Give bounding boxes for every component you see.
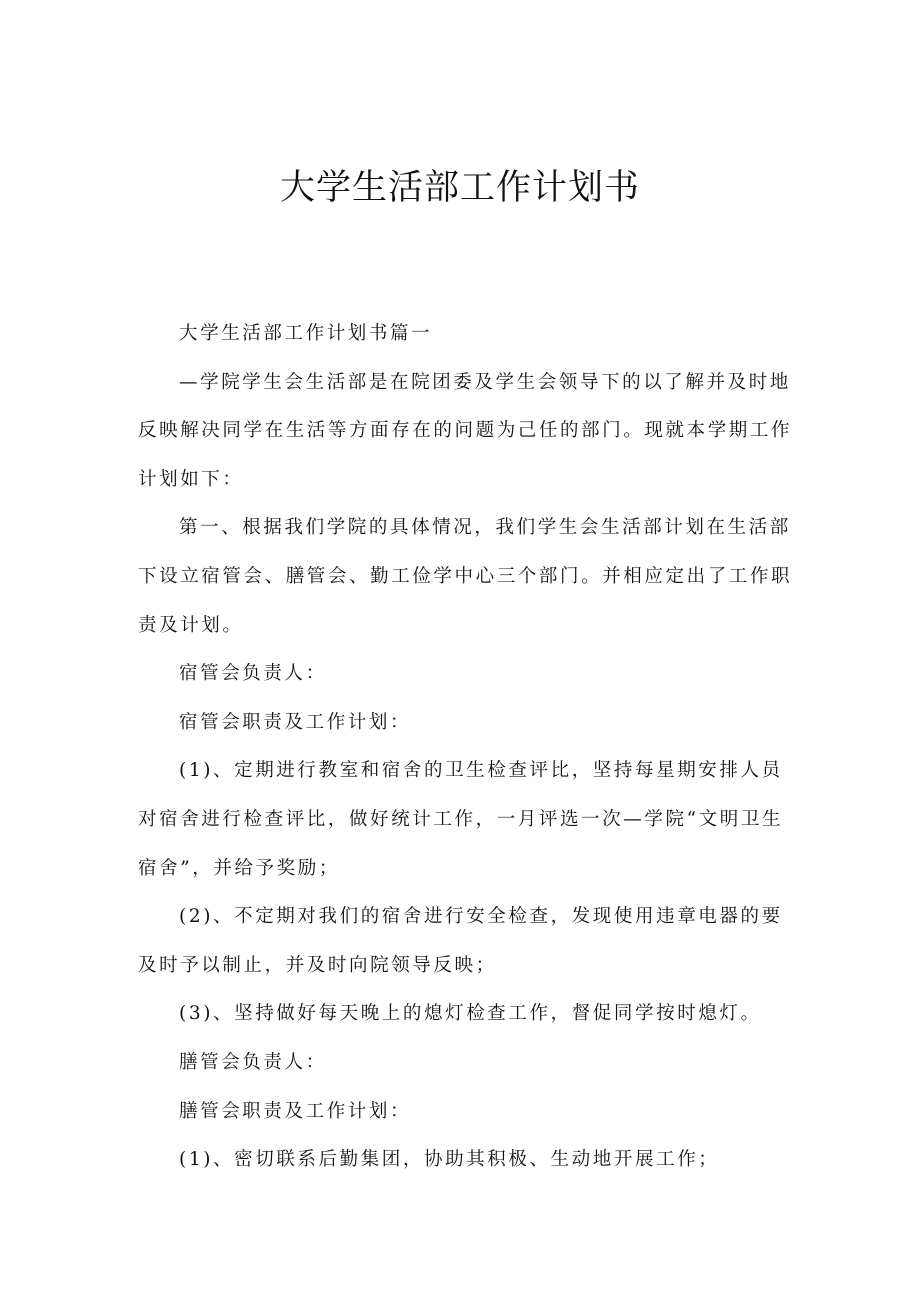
dorm-committee-duties: 宿管会职责及工作计划： <box>179 711 412 733</box>
dorm-duty-1: (1)、定期进行教室和宿舍的卫生检查评比，坚持每星期安排人员对宿舍进行检查评比，做好统计工作，一月评选一次—学院“文明卫生宿舍”，并给予奖励； <box>138 760 784 879</box>
section-heading: 大学生活部工作计划书篇一 <box>179 323 433 344</box>
dorm-duty-2: (2)、不定期对我们的宿舍进行安全检查，发现使用违章电器的要及时予以制止，并及时向院领导反映； <box>138 906 783 976</box>
dorm-committee-head: 宿管会负责人： <box>179 663 327 685</box>
plan-paragraph-1: 第一、根据我们学院的具体情况，我们学生会生活部计划在生活部下设立宿管会、膳管会、勤工俭学中心三个部门。并相应定出了工作职责及计划。 <box>138 517 793 636</box>
dining-duty-1: (1)、密切联系后勤集团，协助其积极、生动地开展工作； <box>179 1149 720 1171</box>
intro-paragraph: —学院学生会生活部是在院团委及学生会领导下的以了解并及时地反映解决同学在生活等方面存在的问题为己任的部门。现就本学期工作计划如下： <box>138 371 793 490</box>
dining-committee-head: 膳管会负责人： <box>179 1051 327 1073</box>
dorm-duty-3: (3)、坚持做好每天晚上的熄灯检查工作，督促同学按时熄灯。 <box>179 1003 762 1025</box>
dining-committee-duties: 膳管会职责及工作计划： <box>179 1100 412 1122</box>
document-title: 大学生活部工作计划书 <box>279 168 640 208</box>
document-body <box>138 310 800 1185</box>
